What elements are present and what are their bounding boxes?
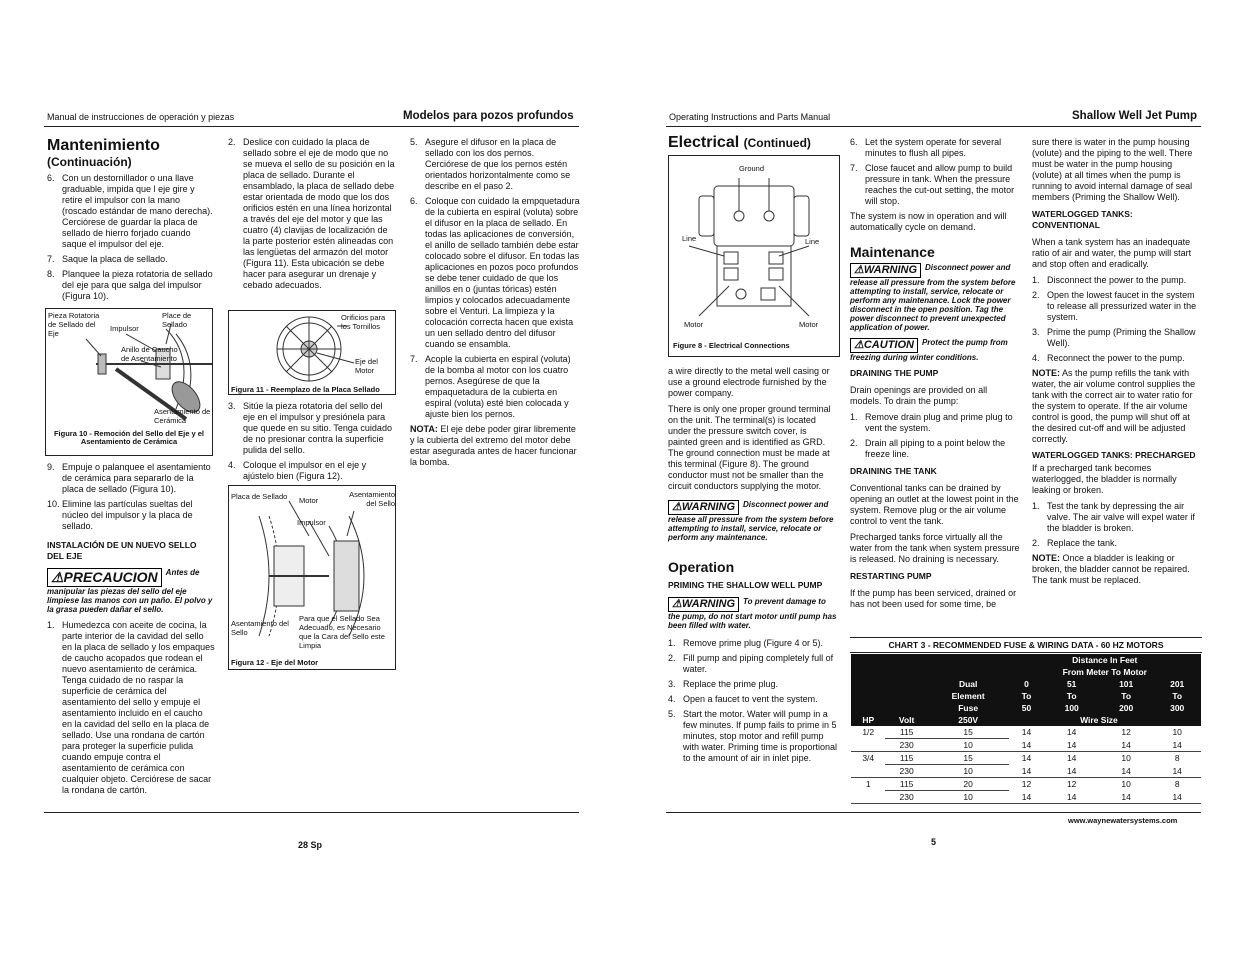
table-cell: 1/2 — [862, 727, 875, 738]
chart-head-c1: 51 — [1044, 678, 1098, 690]
fig12-label-placa: Placa de Sellado — [231, 492, 288, 501]
table-cell: 115 — [885, 752, 927, 765]
precaucion-text: Antes de manipular las piezas del sello del eje límpiese las manos con un paño. El polvo y la grasa pueden dañar el sello. — [47, 568, 213, 614]
list-item — [47, 269, 215, 302]
table-row — [851, 778, 1201, 791]
list-number: 3. — [228, 401, 236, 411]
list-text: Open the lowest faucet in the system to release all pressurized water in the system. — [1047, 290, 1197, 322]
chart-head-wire: Wire Size — [1044, 714, 1153, 726]
system-operation-para: The system is now in operation and will automatically cycle on demand. — [850, 211, 1007, 232]
nota-label: NOTA: — [410, 424, 438, 434]
list-item — [47, 499, 215, 532]
table-cell: 230 — [885, 765, 927, 778]
chart-head-c0-end: 50 — [1009, 702, 1045, 714]
chart-head-fuse: Fuse — [928, 702, 1009, 714]
list-item — [850, 137, 1020, 159]
warning-3-block — [850, 263, 1020, 332]
chart-head-c2-to: To — [1099, 690, 1153, 702]
fig8-label-line-left: Line — [682, 234, 697, 243]
chart-head-c3-to: To — [1153, 690, 1201, 702]
list-number: 3. — [668, 679, 676, 689]
list-item — [228, 460, 396, 482]
chart-head-c1-end: 100 — [1044, 702, 1098, 714]
figure-8 — [668, 155, 840, 357]
table-row — [851, 726, 1201, 739]
warning-2-label: ⚠WARNING — [668, 597, 739, 612]
fig10-caption: Figura 10 - Remoción del Sello del Eje y el Asentamiento de Cerámica — [53, 429, 205, 446]
page-subtitle: (Continuación) — [47, 155, 132, 169]
list-number: 2. — [228, 137, 236, 147]
table-cell: 1 — [865, 779, 871, 790]
list-text: Disconnect the power to the pump. — [1047, 275, 1187, 285]
list-text: Let the system operate for several minutes to flush all pipes. — [865, 137, 1002, 158]
list-item — [1032, 290, 1200, 323]
table-cell: 14 — [1066, 753, 1077, 764]
list-text: Close faucet and allow pump to build pressure in tank. When the pressure reaches the cut-out setting, the motor will stop. — [865, 163, 1015, 206]
list-number: 4. — [1032, 353, 1040, 363]
list-number: 1. — [850, 412, 858, 422]
chart-head-250v: 250V — [928, 714, 1009, 726]
list-text: Coloque el impulsor en el eje y ajústelo bien (Figura 12). — [243, 460, 367, 481]
chart-head-c3-end: 300 — [1153, 702, 1201, 714]
electrical-title: Electrical — [668, 134, 740, 151]
list-number: 9. — [47, 462, 55, 472]
table-cell: 14 — [1121, 739, 1131, 750]
right-page-number: 5 — [931, 837, 937, 847]
table-cell: 10 — [1172, 727, 1182, 738]
list-number: 1. — [1032, 501, 1040, 511]
list-number: 7. — [410, 354, 418, 364]
warning-1-label: ⚠WARNING — [668, 500, 739, 515]
list-text: Open a faucet to vent the system. — [683, 694, 818, 704]
table-cell: 115 — [885, 726, 927, 739]
ground-para-2: There is only one proper ground terminal on the unit. The terminal(s) is located under the pressure switch cover, is painted green and is identified as GRD. The ground connection must be made at this terminal (Figure 8). The ground conductor must not be smaller than the circuit conductors supplying the motor. — [668, 404, 831, 491]
note-1-label: NOTE: — [1032, 368, 1060, 378]
note-2-label: NOTE: — [1032, 553, 1060, 563]
precaucion-block — [47, 568, 215, 614]
draining-tank-heading: DRAINING THE TANK — [850, 466, 937, 476]
list-item — [668, 679, 838, 690]
list-number: 3. — [1032, 327, 1040, 337]
fig10-label-place: Place de Sellado — [162, 311, 192, 329]
chart-head-c2: 101 — [1099, 678, 1153, 690]
list-item — [1032, 538, 1200, 549]
note-2-text: Once a bladder is leaking or broken, the bladder cannot be repaired. The tank must be replaced. — [1032, 553, 1190, 585]
left-column-2 — [228, 137, 396, 295]
draining-pump-para: Drain openings are provided on all models. To drain the pump: — [850, 385, 988, 406]
list-number: 4. — [228, 460, 236, 470]
fig8-label-motor-right: Motor — [799, 320, 819, 329]
install-heading: INSTALACIÓN DE UN NUEVO SELLO DEL EJE — [47, 540, 197, 561]
list-number: 6. — [410, 196, 418, 206]
table-cell: 14 — [1121, 791, 1131, 802]
warning-1-block — [668, 500, 838, 542]
chart-head-c3: 201 — [1153, 678, 1201, 690]
list-number: 1. — [47, 620, 55, 630]
list-number: 10. — [47, 499, 60, 509]
table-cell: 20 — [928, 778, 1009, 791]
right-header-left: Operating Instructions and Parts Manual — [669, 112, 831, 122]
list-item — [410, 196, 580, 350]
right-column-3 — [1032, 137, 1200, 591]
list-item — [47, 254, 215, 265]
list-text: Test the tank by depressing the air valve. The air valve will expel water if the bladder is broken. — [1047, 501, 1195, 533]
list-item — [228, 137, 396, 291]
waterlogged-conv-para: When a tank system has an inadequate ratio of air and water, the pump will start and stop often and eradically. — [1032, 237, 1192, 269]
table-cell: 14 — [1066, 739, 1077, 750]
list-number: 2. — [668, 653, 676, 663]
draining-tank-para-1: Conventional tanks can be drained by opening an outlet at the lowest point in the system. Remove plug or the air volume control to vent the tank. — [850, 483, 1019, 526]
table-cell: 15 — [928, 726, 1009, 739]
fig8-label-motor-left: Motor — [684, 320, 704, 329]
list-item — [1032, 327, 1200, 349]
figure-11 — [228, 310, 396, 395]
fig12-caption: Figura 12 - Eje del Motor — [231, 658, 319, 667]
restarting-para: If the pump has been serviced, drained or has not been used for some time, be — [850, 588, 1017, 609]
list-item — [850, 412, 1020, 434]
fig12-label-motor: Motor — [299, 496, 319, 505]
list-number: 2. — [850, 438, 858, 448]
restarting-heading: RESTARTING PUMP — [850, 571, 932, 581]
chart-3-title: CHART 3 - RECOMMENDED FUSE & WIRING DATA - 60 HZ MOTORS — [850, 637, 1202, 653]
figure-12 — [228, 485, 396, 670]
table-cell: 3/4 — [862, 753, 875, 764]
fig11-caption: Figura 11 - Reemplazo de la Placa Sellado — [231, 385, 380, 394]
table-cell: 14 — [1021, 727, 1032, 738]
precaucion-label: ⚠PRECAUCION — [47, 568, 162, 587]
list-number: 4. — [668, 694, 676, 704]
left-column-1b — [47, 462, 215, 800]
table-cell: 14 — [1021, 765, 1032, 776]
housing-para: sure there is water in the pump housing (volute) and the piping to the well. There must be water in the pump housing (volute) at all times when the pump is running to avoid internal damage of seal members (Priming the Shallow Well). — [1032, 137, 1193, 202]
warning-2-text: To prevent damage to the pump, do not start motor until pump has been filled with water. — [668, 597, 837, 630]
chart-head-element: Element — [928, 690, 1009, 702]
table-cell: 14 — [1172, 765, 1182, 776]
fig10-label-impulsor: Impulsor — [110, 324, 139, 333]
list-text: Remove drain plug and prime plug to vent the system. — [865, 412, 1013, 433]
table-cell: 10 — [928, 791, 1009, 804]
chart-head-volt: Volt — [885, 714, 927, 726]
nota-text: El eje debe poder girar libremente y la cubierta del extremo del motor debe estar asegurada antes de hacer funcionar la bomba. — [410, 424, 577, 467]
chart-head-c2-end: 200 — [1099, 702, 1153, 714]
right-header-right: Shallow Well Jet Pump — [1072, 110, 1198, 122]
fig10-label-rotatoria: Pieza Rotatoria de Sellado del Eje — [48, 311, 100, 338]
table-cell: 14 — [1021, 739, 1032, 750]
fig12-label-asent-sello-2: Asentamiento del Sello — [231, 619, 289, 637]
list-text: Deslice con cuidado la placa de sellado sobre el eje de modo que no se mueva el sello de su posición en la placa de sellado. Durante el ensamblado, la placa de sellado debe estar orientada de modo que los dos orificios estén en una línea horizontal a través del eje del motor y que las cuatro (4) clavijas de localización de la parte posterior estén alineadas con las lengüetas del armazón del motor (Figura 11). Esta ubicación se debe hacer para asegurar un drenaje y cebado adecuados. — [243, 137, 395, 290]
list-number: 1. — [668, 638, 676, 648]
table-row — [851, 791, 1201, 804]
list-text: Drain all piping to a point below the freeze line. — [865, 438, 1006, 459]
warning-3-text: Disconnect power and release all pressure from the system before attempting to install, service, relocate or perform any maintenance. Lock the power disconnect in the open position. Tag the power disconnect to prevent unexpected application of power. — [850, 263, 1016, 332]
waterlogged-conv-heading: WATERLOGGED TANKS: CONVENTIONAL — [1032, 209, 1133, 230]
list-text: Replace the prime plug. — [683, 679, 779, 689]
list-text: Asegure el difusor en la placa de sellado con los dos pernos. Cerciórese de que los pernos estén orientados horizontalmente como se describe en el paso 2. — [425, 137, 571, 191]
list-number: 2. — [1032, 538, 1040, 548]
table-cell: 14 — [1172, 739, 1182, 750]
fig12-label-impulsor: Impulsor — [297, 518, 326, 527]
list-item — [410, 354, 580, 420]
table-cell: 230 — [885, 791, 927, 804]
list-text: Sitúe la pieza rotatoria del sello del eje en el impulsor y presiónela para que quede en su sitio. Tenga cuidado de no presionar contra la superficie pulida del sello. — [243, 401, 392, 455]
table-cell: 14 — [1066, 765, 1077, 776]
fig8-caption: Figure 8 - Electrical Connections — [673, 341, 790, 350]
caution-block — [850, 338, 1020, 362]
list-number: 1. — [1032, 275, 1040, 285]
table-cell: 10 — [928, 765, 1009, 778]
figure-10 — [45, 308, 213, 456]
table-cell: 10 — [928, 739, 1009, 752]
table-row — [851, 752, 1201, 765]
left-page-number: 28 Sp — [298, 840, 323, 850]
table-cell: 10 — [1121, 753, 1131, 764]
table-cell — [851, 739, 885, 752]
chart-head-hp: HP — [851, 714, 885, 726]
left-column-3 — [410, 137, 580, 473]
waterlogged-pre-para: If a precharged tank becomes waterlogged, the bladder is normally leaking or broken. — [1032, 463, 1177, 495]
chart-3-table — [851, 654, 1201, 804]
list-text: Remove prime plug (Figure 4 or 5). — [683, 638, 824, 648]
caution-text: Protect the pump from freezing during winter conditions. — [850, 338, 1008, 362]
list-item — [1032, 275, 1200, 286]
table-cell: 8 — [1174, 753, 1180, 764]
list-number: 7. — [47, 254, 55, 264]
right-column-1 — [668, 366, 838, 768]
electrical-title-block — [668, 134, 811, 152]
list-number: 6. — [47, 173, 55, 183]
page-title: Mantenimiento — [47, 137, 160, 154]
list-text: Empuje o palanquee el asentamiento de cerámica para separarlo de la placa de sellado (Figura 10). — [62, 462, 211, 494]
fig8-label-ground: Ground — [739, 164, 765, 173]
table-row — [851, 739, 1201, 752]
list-text: Fill pump and piping completely full of water. — [683, 653, 834, 674]
draining-tank-para-2: Precharged tanks force virtually all the water from the tank when system pressure is released. No draining is necessary. — [850, 532, 1020, 564]
table-cell: 15 — [928, 752, 1009, 765]
table-cell: 12 — [1066, 779, 1077, 790]
list-item — [47, 173, 215, 250]
table-cell: 14 — [1066, 791, 1077, 802]
list-item — [228, 401, 396, 456]
list-item — [410, 137, 580, 192]
table-cell: 14 — [1066, 727, 1077, 738]
list-item — [668, 694, 838, 705]
list-number: 5. — [410, 137, 418, 147]
ground-para-1: a wire directly to the metal well casing or use a ground electrode furnished by the power company. — [668, 366, 830, 398]
list-text: Saque la placa de sellado. — [62, 254, 168, 264]
electrical-subtitle: (Continued) — [743, 136, 811, 150]
fig10-label-anillo: Anillo de Caucho de Asentamiento — [121, 345, 178, 363]
list-number: 5. — [668, 709, 676, 719]
chart-head-from: From Meter To Motor — [1009, 666, 1201, 678]
fig11-label-orificios: Orificios para los Tornillos — [341, 313, 386, 331]
list-text: Elimine las partículas sueltas del núcleo del impulsor y la placa de sellado. — [62, 499, 193, 531]
list-item — [850, 163, 1020, 207]
list-number: 2. — [1032, 290, 1040, 300]
table-cell: 14 — [1021, 753, 1032, 764]
table-cell — [851, 765, 885, 778]
warning-1-text: Disconnect power and release all pressure from the system before attempting to install, service, relocate or perform any maintenance. — [668, 500, 834, 542]
draining-pump-heading: DRAINING THE PUMP — [850, 368, 939, 378]
list-item — [47, 462, 215, 495]
left-column-1 — [47, 137, 215, 306]
chart-head-dual: Dual — [928, 678, 1009, 690]
operation-title: Operation — [668, 559, 735, 575]
table-cell: 12 — [1021, 779, 1032, 790]
warning-3-label: ⚠WARNING — [850, 263, 921, 278]
maintenance-title: Maintenance — [850, 244, 935, 260]
list-item — [850, 438, 1020, 460]
chart-head-c0: 0 — [1009, 678, 1045, 690]
table-cell: 10 — [1121, 779, 1131, 790]
list-text: Planquee la pieza rotatoria de sellado del eje para que salga del impulsor (Figura 10). — [62, 269, 213, 301]
caution-label: ⚠CAUTION — [850, 338, 918, 353]
left-column-2b — [228, 401, 396, 486]
table-cell: 12 — [1121, 727, 1131, 738]
list-number: 7. — [850, 163, 858, 173]
waterlogged-pre-heading: WATERLOGGED TANKS: PRECHARGED — [1032, 450, 1196, 460]
table-cell: 230 — [885, 739, 927, 752]
list-number: 8. — [47, 269, 55, 279]
fig12-label-asent-sello: Asentamiento del Sello — [349, 490, 395, 508]
table-cell: 8 — [1174, 779, 1180, 790]
list-text: Acople la cubierta en espiral (voluta) de la bomba al motor con los cuatro pernos. Asegúrese de que la empaquetadura de la cubierta en espiral (voluta) esté bien colocada y ajuste bien los pernos. — [425, 354, 571, 419]
chart-head-distance: Distance In Feet — [1009, 654, 1201, 666]
table-cell: 14 — [1021, 791, 1032, 802]
chart-head-c0-to: To — [1009, 690, 1045, 702]
table-row — [851, 765, 1201, 778]
list-item — [47, 620, 215, 796]
warning-2-block — [668, 597, 838, 630]
fig12-label-para: Para que el Sellado Sea Adecuado, es Necesario que la Cara del Sello este Limpia — [299, 614, 385, 650]
fig11-label-eje: Eje del Motor — [355, 357, 378, 375]
right-column-2 — [850, 137, 1020, 615]
list-item — [668, 638, 838, 649]
table-cell — [851, 791, 885, 804]
table-cell: 14 — [1121, 765, 1131, 776]
list-text: Start the motor. Water will pump in a few minutes. If pump fails to prime in 5 minutes, stop motor and refill pump with water. Priming time is proportional to the amount of air in inlet pipe. — [683, 709, 838, 763]
note-1-text: As the pump refills the tank with water, the air volume control supplies the tank with the correct air to water ratio for the system to operate. If the air volume control is good, the pump will shut off at the desired cut-off and will be adjusted correctly. — [1032, 368, 1196, 444]
fig10-label-asentamiento: Asentamiento de Cerámica — [154, 407, 211, 425]
list-text: Con un destornillador o una llave graduable, impida que l eje gire y retire el impulsor con la mano (roscado estándar de mano derecha). Cerciórese de guardar la placa de sellado de hierro forjado cuando saque el impulsor del eje. — [62, 173, 213, 249]
list-number: 6. — [850, 137, 858, 147]
left-header-right: Modelos para pozos profundos — [403, 110, 574, 122]
table-cell: 115 — [885, 778, 927, 791]
list-text: Replace the tank. — [1047, 538, 1118, 548]
left-header-left: Manual de instrucciones de operación y piezas — [47, 112, 235, 122]
list-item — [1032, 501, 1200, 534]
list-text: Coloque con cuidado la empquetadura de la cubierta en espiral (voluta) sobre el difusor en la placa de sellado. En todas las aplicaciones de conversión, el anillo de sellado también debe estar colocado sobre el difusor. En todas las aplicaciones en pozos poco profundos se debe tener cuidado de que los anillos en o (juntas tóricas) estén limpios y colocados adecuadamente sobre el Venturi. La limpieza y la colocación correcta hacen que exista un uen sellado dentro del difusor cuando se ensambla. — [425, 196, 580, 349]
chart-head-c1-to: To — [1044, 690, 1098, 702]
list-text: Reconnect the power to the pump. — [1047, 353, 1185, 363]
list-item — [668, 653, 838, 675]
list-text: Humedezca con aceite de cocina, la parte interior de la cavidad del sello en la placa de sellado y los empaques de caucho acopados que rodean el nuevo asentamiento de cerámica. Tenga cuidado de no raspar la superficie de cerámica del asentamiento del sello y empuje el asentamiento incluido en el caucho en la cavidad del sello en la placa de sellado. Use una rondana de cartón para proteger la superficie pulida cuando empuje contra el asentamiento de cerámica con cualquier objeto. Cerciórese de sacar la rondana de cartón. — [62, 620, 215, 795]
website: www.waynewatersystems.com — [1068, 816, 1178, 825]
table-cell: 14 — [1172, 791, 1182, 802]
list-text: Prime the pump (Priming the Shallow Well). — [1047, 327, 1196, 348]
list-item — [1032, 353, 1200, 364]
fig8-label-line-right: Line — [805, 237, 820, 246]
list-item — [668, 709, 838, 764]
priming-heading: PRIMING THE SHALLOW WELL PUMP — [668, 580, 823, 590]
